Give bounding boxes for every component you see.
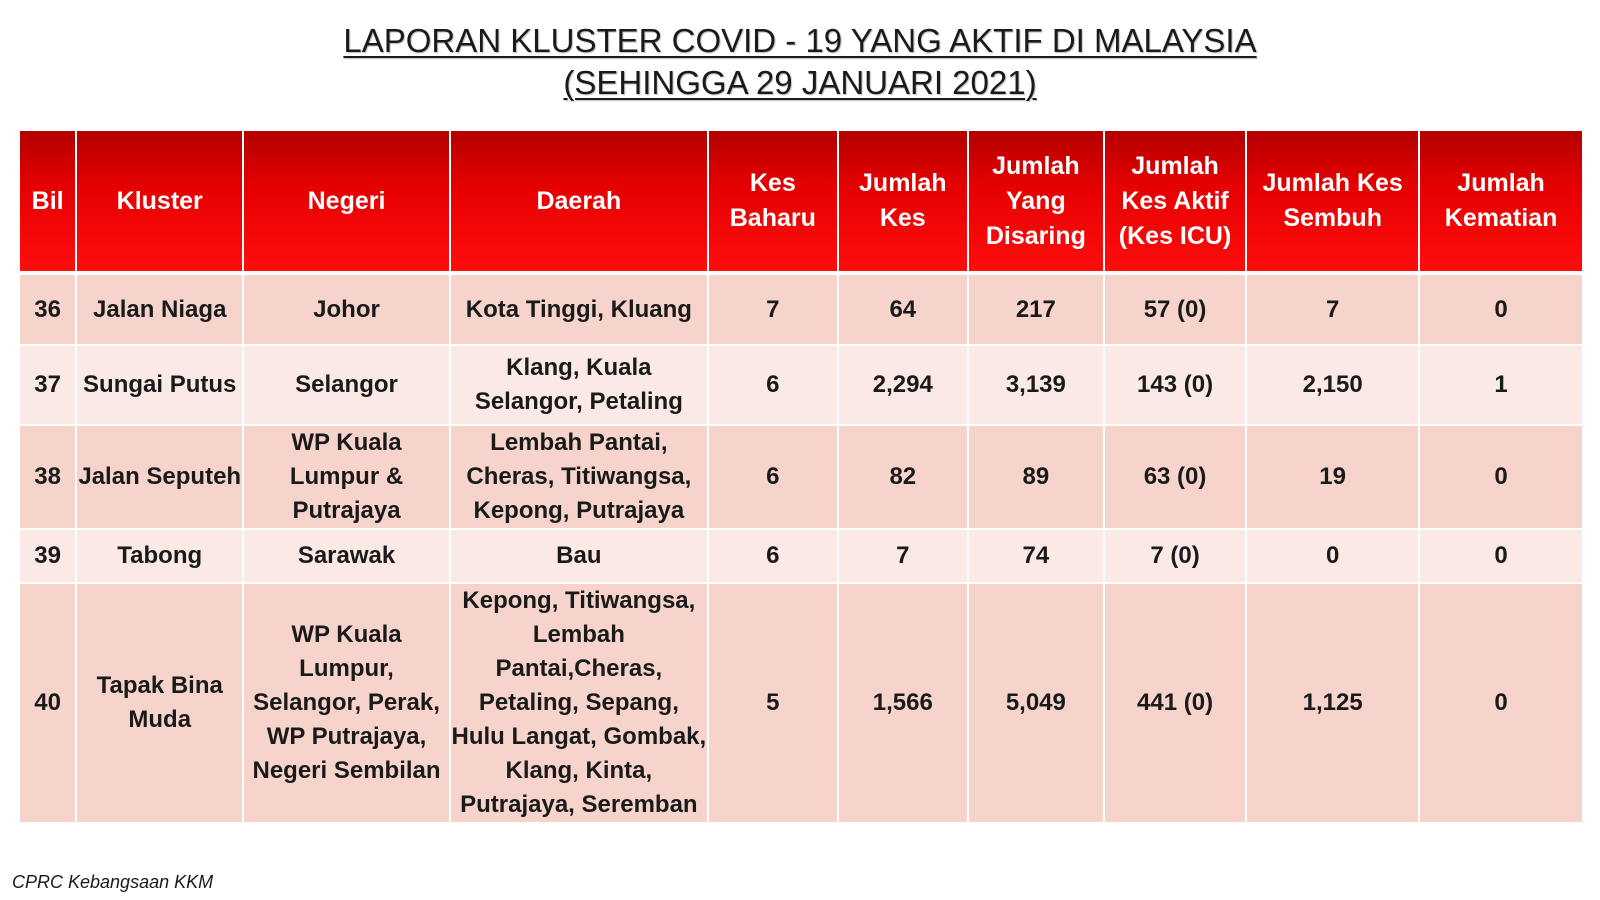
cell-bil: 38 <box>19 425 76 529</box>
cell-kes-aktif: 441 (0) <box>1104 583 1246 823</box>
cell-negeri: WP Kuala Lumpur, Selangor, Perak, WP Putrajaya, Negeri Sembilan <box>243 583 450 823</box>
cell-jumlah-disaring: 217 <box>968 273 1104 345</box>
cell-kes-baharu: 6 <box>708 529 838 583</box>
cell-kematian: 0 <box>1419 529 1583 583</box>
header-bil: Bil <box>19 131 76 273</box>
title-line-2: (SEHINGGA 29 JANUARI 2021) <box>563 64 1037 101</box>
cell-kes-sembuh: 2,150 <box>1246 345 1419 425</box>
cell-kes-aktif: 7 (0) <box>1104 529 1246 583</box>
cell-kluster: Tabong <box>76 529 243 583</box>
cell-kluster: Tapak Bina Muda <box>76 583 243 823</box>
cell-daerah: Klang, Kuala Selangor, Petaling <box>450 345 708 425</box>
table-row <box>19 529 1583 583</box>
cell-kes-baharu: 6 <box>708 425 838 529</box>
cell-negeri: Johor <box>243 273 450 345</box>
cell-daerah: Kepong, Titiwangsa, Lembah Pantai,Cheras, Petaling, Sepang, Hulu Langat, Gombak, Klang, Kinta, Putrajaya, Seremban <box>450 583 708 823</box>
table-row <box>19 583 1583 823</box>
cell-kes-sembuh: 19 <box>1246 425 1419 529</box>
cell-kes-sembuh: 7 <box>1246 273 1419 345</box>
cell-jumlah-kes: 1,566 <box>838 583 968 823</box>
cell-bil: 37 <box>19 345 76 425</box>
cell-jumlah-kes: 64 <box>838 273 968 345</box>
cell-negeri: WP Kuala Lumpur & Putrajaya <box>243 425 450 529</box>
header-jumlah-disaring: Jumlah Yang Disaring <box>968 131 1104 273</box>
header-jumlah-kes: Jumlah Kes <box>838 131 968 273</box>
header-kes-sembuh: Jumlah Kes Sembuh <box>1246 131 1419 273</box>
cell-jumlah-disaring: 5,049 <box>968 583 1104 823</box>
cell-kes-baharu: 7 <box>708 273 838 345</box>
page-title <box>0 20 1600 104</box>
cell-jumlah-kes: 2,294 <box>838 345 968 425</box>
cell-daerah: Kota Tinggi, Kluang <box>450 273 708 345</box>
source-credit: CPRC Kebangsaan KKM <box>12 872 214 892</box>
cell-kluster: Jalan Niaga <box>76 273 243 345</box>
table-row <box>19 273 1583 345</box>
cell-kes-aktif: 63 (0) <box>1104 425 1246 529</box>
cell-kes-baharu: 5 <box>708 583 838 823</box>
cell-kes-aktif: 143 (0) <box>1104 345 1246 425</box>
header-kes-baharu: Kes Baharu <box>708 131 838 273</box>
cell-jumlah-disaring: 3,139 <box>968 345 1104 425</box>
cell-kluster: Jalan Seputeh <box>76 425 243 529</box>
cell-jumlah-disaring: 89 <box>968 425 1104 529</box>
cell-negeri: Sarawak <box>243 529 450 583</box>
cell-kematian: 0 <box>1419 273 1583 345</box>
cell-bil: 40 <box>19 583 76 823</box>
cluster-table-container <box>18 131 1584 824</box>
cell-bil: 36 <box>19 273 76 345</box>
cell-daerah: Bau <box>450 529 708 583</box>
header-daerah: Daerah <box>450 131 708 273</box>
header-kes-aktif: Jumlah Kes Aktif (Kes ICU) <box>1104 131 1246 273</box>
title-line-1: LAPORAN KLUSTER COVID - 19 YANG AKTIF DI MALAYSIA <box>343 22 1257 59</box>
header-negeri: Negeri <box>243 131 450 273</box>
cell-kes-sembuh: 0 <box>1246 529 1419 583</box>
cell-kematian: 0 <box>1419 425 1583 529</box>
cell-negeri: Selangor <box>243 345 450 425</box>
table-header-row <box>19 131 1583 273</box>
cell-kes-sembuh: 1,125 <box>1246 583 1419 823</box>
cell-kluster: Sungai Putus <box>76 345 243 425</box>
cell-daerah: Lembah Pantai, Cheras, Titiwangsa, Kepong, Putrajaya <box>450 425 708 529</box>
cell-kes-baharu: 6 <box>708 345 838 425</box>
table-row <box>19 425 1583 529</box>
cell-bil: 39 <box>19 529 76 583</box>
cell-jumlah-disaring: 74 <box>968 529 1104 583</box>
cell-kematian: 1 <box>1419 345 1583 425</box>
header-kematian: Jumlah Kematian <box>1419 131 1583 273</box>
table-row <box>19 345 1583 425</box>
cell-jumlah-kes: 7 <box>838 529 968 583</box>
cluster-table <box>18 131 1584 824</box>
cell-kes-aktif: 57 (0) <box>1104 273 1246 345</box>
header-kluster: Kluster <box>76 131 243 273</box>
cell-jumlah-kes: 82 <box>838 425 968 529</box>
cell-kematian: 0 <box>1419 583 1583 823</box>
